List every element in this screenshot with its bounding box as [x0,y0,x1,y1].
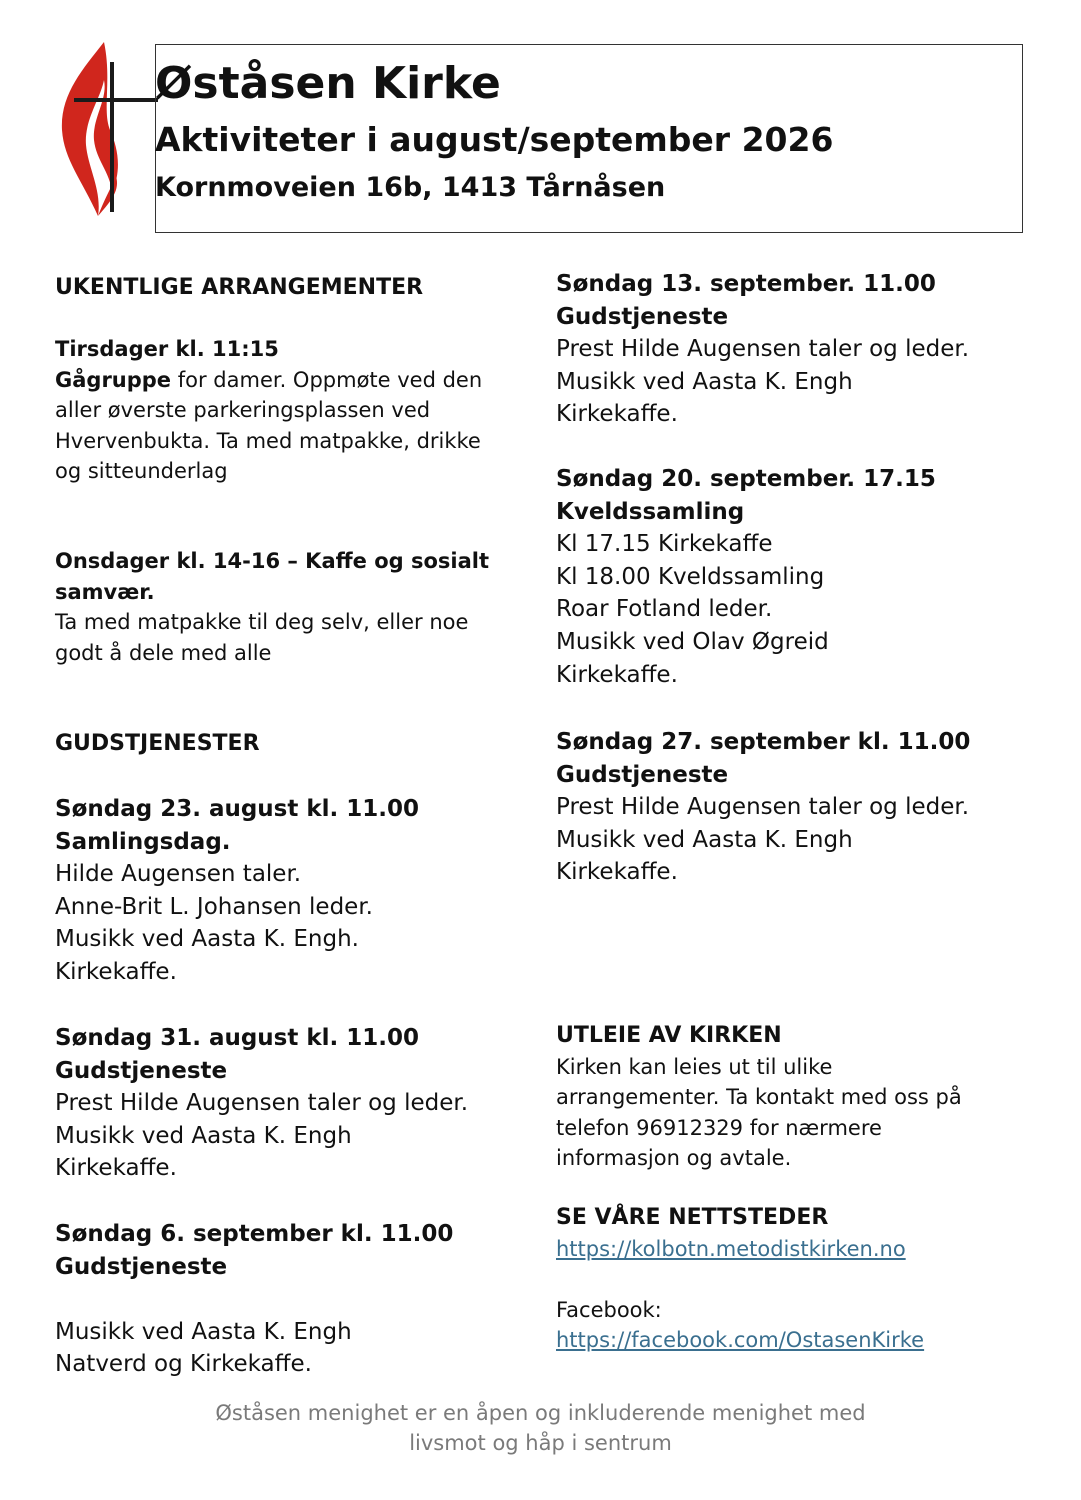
service-line: Kirkekaffe. [556,401,678,428]
rental-heading: UTLEIE AV KIRKEN [556,1023,782,1048]
service-line: Kirkekaffe. [55,1155,177,1182]
rental-line: arrangementer. Ta kontakt med oss på [556,1085,962,1109]
service-line: Roar Fotland leder. [556,596,773,623]
service-line: Musikk ved Aasta K. Engh. [55,926,359,953]
service-line: Prest Hilde Augensen taler og leder. [556,336,970,363]
spacer [556,1264,924,1295]
service-line: Musikk ved Aasta K. Engh [55,1318,352,1345]
methodist-cross-flame-icon [52,40,158,218]
service-title: Samlingsdag. [55,828,231,855]
spacer [55,1283,453,1316]
service-title: Gudstjeneste [556,303,729,330]
services-section [55,729,260,760]
service-line: Prest Hilde Augensen taler og leder. [556,794,970,821]
wednesday-event [55,546,489,668]
wednesday-heading-cont: samvær. [55,579,155,604]
footer-line: Øståsen menighet er en åpen og inkluderende menighet med [215,1401,866,1425]
rental-section [556,1021,962,1174]
service-line: Kl 17.15 Kirkekaffe [556,531,773,558]
tuesday-when: Tirsdager kl. 11:15 [55,337,279,361]
service-date: Søndag 31. august kl. 11.00 [55,1025,420,1051]
page-subtitle: Aktiviteter i august/september 2026 [155,120,834,159]
service-title: Gudstjeneste [556,761,729,788]
service-line: Kl 18.00 Kveldssamling [556,563,825,590]
service-line: Musikk ved Olav Øgreid [556,628,829,655]
wednesday-line: godt å dele med alle [55,640,272,665]
service-sep13 [556,268,969,431]
service-aug31 [55,1022,468,1185]
tuesday-line: aller øverste parkeringsplassen ved [55,398,431,422]
service-title: Gudstjeneste [55,1057,228,1084]
service-line: Prest Hilde Augensen taler og leder. [55,1090,469,1117]
wednesday-heading: Onsdager kl. 14-16 – Kaffe og sosialt [55,549,489,573]
tuesday-line: og sitteunderlag [55,459,228,483]
rental-line: telefon 96912329 for nærmere [556,1115,882,1140]
website-link[interactable]: https://kolbotn.metodistkirken.no [556,1236,906,1261]
service-line: Musikk ved Aasta K. Engh [556,826,853,853]
church-logo [52,40,158,218]
service-line: Natverd og Kirkekaffe. [55,1351,312,1378]
service-date: Søndag 6. september kl. 11.00 [55,1221,454,1247]
weekly-section [55,273,423,304]
service-date: Søndag 27. september kl. 11.00 [556,729,971,755]
service-line: Musikk ved Aasta K. Engh [556,368,853,395]
facebook-link[interactable]: https://facebook.com/OstasenKirke [556,1328,925,1352]
service-line: Musikk ved Aasta K. Engh [55,1122,352,1149]
church-address: Kornmoveien 16b, 1413 Tårnåsen [155,172,666,203]
services-heading: GUDSTJENESTER [55,731,260,756]
weekly-heading: UKENTLIGE ARRANGEMENTER [55,275,424,300]
facebook-label: Facebook: [556,1297,662,1322]
tuesday-event [55,334,482,487]
page-title: Øståsen Kirke [155,58,501,109]
service-date: Søndag 20. september. 17.15 [556,466,936,492]
rental-line: informasjon og avtale. [556,1146,792,1170]
service-title: Gudstjeneste [55,1253,228,1280]
wednesday-line: Ta med matpakke til deg selv, eller noe [55,610,469,634]
websites-section [556,1203,924,1356]
footer-line: livsmot og håp i sentrum [409,1431,672,1455]
service-sep6 [55,1218,453,1381]
service-line: Kirkekaffe. [55,958,177,985]
service-line: Anne-Brit L. Johansen leder. [55,893,373,920]
service-sep20 [556,463,936,691]
tuesday-activity: Gågruppe [55,367,172,392]
service-title: Kveldssamling [556,498,745,525]
service-sep27 [556,726,970,889]
service-line: Kirkekaffe. [556,661,678,688]
footer-tagline [0,1398,1081,1458]
service-date: Søndag 13. september. 11.00 [556,271,936,297]
tuesday-first-line [55,365,482,396]
service-line: Hilde Augensen taler. [55,861,302,888]
rental-line: Kirken kan leies ut til ulike [556,1054,833,1079]
service-line: Kirkekaffe. [556,859,678,886]
service-date: Søndag 23. august kl. 11.00 [55,796,420,822]
tuesday-line: Hvervenbukta. Ta med matpakke, drikke [55,428,481,453]
websites-heading: SE VÅRE NETTSTEDER [556,1205,829,1230]
tuesday-first-line-rest: for damer. Oppmøte ved den [171,367,483,392]
service-aug23 [55,793,419,989]
